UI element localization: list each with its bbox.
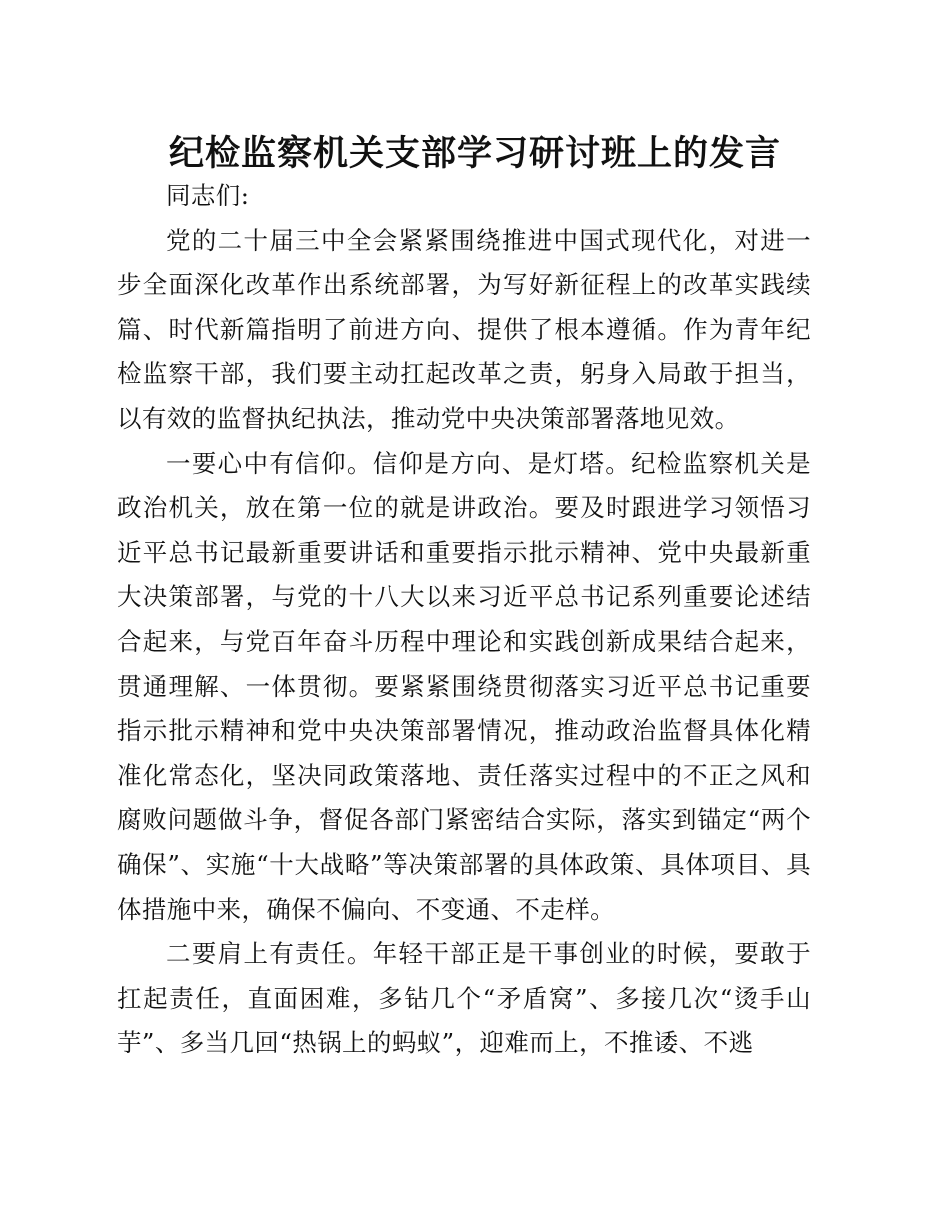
paragraph-intro: 党的二十届三中全会紧紧围绕推进中国式现代化，对进一步全面深化改革作出系统部署，为写好新征程上的改革实践续篇、时代新篇指明了前进方向、提供了根本遵循。作为青年纪检监察干部，我们要主动扛起改革之责，躬身入局敢于担当，以有效的监督执纪执法，推动党中央决策部署落地见效。 <box>117 225 811 433</box>
document-body <box>117 174 811 1066</box>
paragraph-faith: 一要心中有信仰。信仰是方向、是灯塔。纪检监察机关是政治机关，放在第一位的就是讲政治。要及时跟进学习领悟习近平总书记最新重要讲话和重要指示批示精神、党中央最新重大决策部署，与党的十八大以来习近平总书记系列重要论述结合起来，与党百年奋斗历程中理论和实践创新成果结合起来，贯通理解、一体贯彻。要紧紧围绕贯彻落实习近平总书记重要指示批示精神和党中央决策部署情况，推动政治监督具体化精准化常态化，坚决同政策落地、责任落实过程中的不正之风和腐败问题做斗争，督促各部门紧密结合实际，落实到锚定“两个确保”、实施“十大战略”等决策部署的具体政策、具体项目、具体措施中来，确保不偏向、不变通、不走样。 <box>117 448 811 924</box>
document-title: 纪检监察机关支部学习研讨班上的发言 <box>168 133 781 174</box>
paragraph-responsibility: 二要肩上有责任。年轻干部正是干事创业的时候，要敢于扛起责任，直面困难，多钻几个“矛盾窝”、多接几次“烫手山芋”、多当几回“热锅上的蚂蚁”，迎难而上，不推诿、不逃 <box>117 939 811 1058</box>
salutation: 同志们: <box>166 181 250 210</box>
